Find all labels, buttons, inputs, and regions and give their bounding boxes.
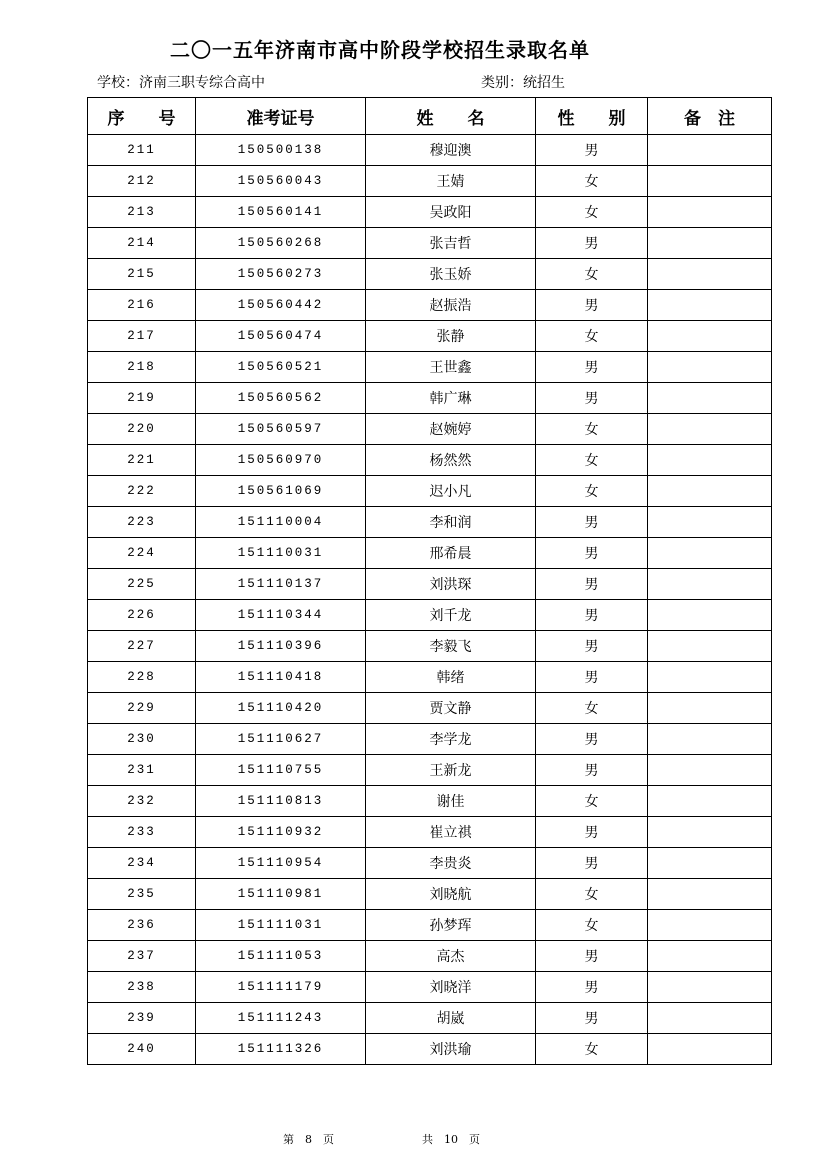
name-cell: 刘洪琛: [366, 569, 536, 600]
gender-cell: 女: [536, 693, 648, 724]
header-gender: 性 别: [536, 98, 648, 135]
remark-cell: [648, 600, 772, 631]
gender-cell: 男: [536, 507, 648, 538]
name-cell: 崔立祺: [366, 817, 536, 848]
exam-id-cell: 151111243: [196, 1003, 366, 1034]
seq-cell: 237: [88, 941, 196, 972]
name-cell: 张吉哲: [366, 228, 536, 259]
exam-id-cell: 151110627: [196, 724, 366, 755]
name-cell: 张玉娇: [366, 259, 536, 290]
gender-cell: 男: [536, 600, 648, 631]
admission-table: [87, 97, 772, 1065]
seq-cell: 238: [88, 972, 196, 1003]
name-cell: 张静: [366, 321, 536, 352]
remark-cell: [648, 941, 772, 972]
seq-cell: 236: [88, 910, 196, 941]
remark-cell: [648, 352, 772, 383]
table-row: [88, 1003, 772, 1034]
gender-cell: 男: [536, 290, 648, 321]
seq-cell: 225: [88, 569, 196, 600]
remark-cell: [648, 662, 772, 693]
exam-id-cell: 151110396: [196, 631, 366, 662]
gender-cell: 女: [536, 197, 648, 228]
name-cell: 韩绪: [366, 662, 536, 693]
remark-cell: [648, 1034, 772, 1065]
name-cell: 王新龙: [366, 755, 536, 786]
table-row: [88, 507, 772, 538]
gender-cell: 女: [536, 786, 648, 817]
name-cell: 刘洪瑜: [366, 1034, 536, 1065]
gender-cell: 女: [536, 1034, 648, 1065]
remark-cell: [648, 507, 772, 538]
seq-cell: 223: [88, 507, 196, 538]
table-row: [88, 848, 772, 879]
remark-cell: [648, 910, 772, 941]
gender-cell: 男: [536, 662, 648, 693]
exam-id-cell: 150560562: [196, 383, 366, 414]
remark-cell: [648, 228, 772, 259]
seq-cell: 213: [88, 197, 196, 228]
table-row: [88, 1034, 772, 1065]
table-row: [88, 786, 772, 817]
seq-cell: 221: [88, 445, 196, 476]
seq-cell: 228: [88, 662, 196, 693]
seq-cell: 215: [88, 259, 196, 290]
table-row: [88, 941, 772, 972]
name-cell: 李贵炎: [366, 848, 536, 879]
name-cell: 孙梦珲: [366, 910, 536, 941]
exam-id-cell: 151110031: [196, 538, 366, 569]
seq-cell: 212: [88, 166, 196, 197]
table-row: [88, 538, 772, 569]
table-row: [88, 352, 772, 383]
seq-cell: 227: [88, 631, 196, 662]
name-cell: 刘晓航: [366, 879, 536, 910]
gender-cell: 女: [536, 321, 648, 352]
gender-cell: 男: [536, 972, 648, 1003]
exam-id-cell: 151111053: [196, 941, 366, 972]
remark-cell: [648, 538, 772, 569]
seq-cell: 235: [88, 879, 196, 910]
exam-id-cell: 150560442: [196, 290, 366, 321]
table-row: [88, 569, 772, 600]
name-cell: 贾文静: [366, 693, 536, 724]
exam-id-cell: 151110755: [196, 755, 366, 786]
name-cell: 王世鑫: [366, 352, 536, 383]
table-row: [88, 321, 772, 352]
school-info: 学校：济南三职专综合高中: [97, 75, 265, 91]
exam-id-cell: 150561069: [196, 476, 366, 507]
exam-id-cell: 151110954: [196, 848, 366, 879]
remark-cell: [648, 569, 772, 600]
seq-cell: 219: [88, 383, 196, 414]
remark-cell: [648, 197, 772, 228]
gender-cell: 男: [536, 755, 648, 786]
gender-cell: 男: [536, 941, 648, 972]
name-cell: 吴政阳: [366, 197, 536, 228]
name-cell: 赵振浩: [366, 290, 536, 321]
name-cell: 赵婉婷: [366, 414, 536, 445]
gender-cell: 男: [536, 538, 648, 569]
table-row: [88, 445, 772, 476]
remark-cell: [648, 848, 772, 879]
remark-cell: [648, 1003, 772, 1034]
page-total: 共 10 页: [422, 1133, 480, 1146]
gender-cell: 男: [536, 569, 648, 600]
table-body: [88, 135, 772, 1065]
seq-cell: 239: [88, 1003, 196, 1034]
remark-cell: [648, 414, 772, 445]
header-seq: 序 号: [88, 98, 196, 135]
page-number: 第 8 页: [283, 1133, 334, 1146]
remark-cell: [648, 166, 772, 197]
name-cell: 杨然然: [366, 445, 536, 476]
exam-id-cell: 150560970: [196, 445, 366, 476]
seq-cell: 233: [88, 817, 196, 848]
table-row: [88, 693, 772, 724]
exam-id-cell: 150560141: [196, 197, 366, 228]
gender-cell: 男: [536, 817, 648, 848]
name-cell: 胡崴: [366, 1003, 536, 1034]
seq-cell: 234: [88, 848, 196, 879]
exam-id-cell: 150560043: [196, 166, 366, 197]
seq-cell: 218: [88, 352, 196, 383]
name-cell: 韩广琳: [366, 383, 536, 414]
seq-cell: 229: [88, 693, 196, 724]
exam-id-cell: 150560597: [196, 414, 366, 445]
seq-cell: 224: [88, 538, 196, 569]
seq-cell: 220: [88, 414, 196, 445]
remark-cell: [648, 786, 772, 817]
seq-cell: 230: [88, 724, 196, 755]
table-row: [88, 724, 772, 755]
name-cell: 李和润: [366, 507, 536, 538]
exam-id-cell: 150560521: [196, 352, 366, 383]
gender-cell: 女: [536, 879, 648, 910]
table-row: [88, 383, 772, 414]
name-cell: 迟小凡: [366, 476, 536, 507]
table-row: [88, 414, 772, 445]
table-row: [88, 259, 772, 290]
gender-cell: 男: [536, 724, 648, 755]
table-row: [88, 755, 772, 786]
name-cell: 穆迎澳: [366, 135, 536, 166]
remark-cell: [648, 631, 772, 662]
seq-cell: 211: [88, 135, 196, 166]
exam-id-cell: 151110981: [196, 879, 366, 910]
table-row: [88, 879, 772, 910]
gender-cell: 男: [536, 228, 648, 259]
remark-cell: [648, 290, 772, 321]
seq-cell: 240: [88, 1034, 196, 1065]
gender-cell: 女: [536, 445, 648, 476]
table-row: [88, 197, 772, 228]
exam-id-cell: 151110418: [196, 662, 366, 693]
table-row: [88, 228, 772, 259]
seq-cell: 222: [88, 476, 196, 507]
gender-cell: 女: [536, 166, 648, 197]
remark-cell: [648, 135, 772, 166]
table-row: [88, 166, 772, 197]
table-row: [88, 135, 772, 166]
exam-id-cell: 150560474: [196, 321, 366, 352]
table-row: [88, 972, 772, 1003]
exam-id-cell: 150560268: [196, 228, 366, 259]
remark-cell: [648, 817, 772, 848]
remark-cell: [648, 724, 772, 755]
header-exam-id: 准考证号: [196, 98, 366, 135]
name-cell: 高杰: [366, 941, 536, 972]
exam-id-cell: 151110813: [196, 786, 366, 817]
exam-id-cell: 150500138: [196, 135, 366, 166]
name-cell: 李学龙: [366, 724, 536, 755]
name-cell: 邢希晨: [366, 538, 536, 569]
exam-id-cell: 151110004: [196, 507, 366, 538]
table-row: [88, 600, 772, 631]
remark-cell: [648, 972, 772, 1003]
name-cell: 李毅飞: [366, 631, 536, 662]
exam-id-cell: 151110420: [196, 693, 366, 724]
exam-id-cell: 151110137: [196, 569, 366, 600]
seq-cell: 217: [88, 321, 196, 352]
exam-id-cell: 151110932: [196, 817, 366, 848]
name-cell: 谢佳: [366, 786, 536, 817]
seq-cell: 232: [88, 786, 196, 817]
seq-cell: 214: [88, 228, 196, 259]
name-cell: 刘千龙: [366, 600, 536, 631]
remark-cell: [648, 445, 772, 476]
table-row: [88, 631, 772, 662]
exam-id-cell: 150560273: [196, 259, 366, 290]
gender-cell: 男: [536, 848, 648, 879]
seq-cell: 216: [88, 290, 196, 321]
remark-cell: [648, 693, 772, 724]
remark-cell: [648, 321, 772, 352]
gender-cell: 男: [536, 383, 648, 414]
header-remark: 备 注: [648, 98, 772, 135]
gender-cell: 女: [536, 414, 648, 445]
gender-cell: 女: [536, 259, 648, 290]
gender-cell: 男: [536, 352, 648, 383]
gender-cell: 男: [536, 135, 648, 166]
category-info: 类别：统招生: [481, 75, 565, 91]
exam-id-cell: 151111326: [196, 1034, 366, 1065]
table-row: [88, 910, 772, 941]
table-row: [88, 817, 772, 848]
table-header-row: [88, 98, 772, 135]
gender-cell: 女: [536, 910, 648, 941]
table-row: [88, 662, 772, 693]
name-cell: 王婧: [366, 166, 536, 197]
exam-id-cell: 151111031: [196, 910, 366, 941]
exam-id-cell: 151111179: [196, 972, 366, 1003]
table-row: [88, 290, 772, 321]
table-row: [88, 476, 772, 507]
name-cell: 刘晓洋: [366, 972, 536, 1003]
document-title: 二〇一五年济南市高中阶段学校招生录取名单: [170, 38, 590, 62]
header-name: 姓 名: [366, 98, 536, 135]
remark-cell: [648, 755, 772, 786]
remark-cell: [648, 879, 772, 910]
seq-cell: 231: [88, 755, 196, 786]
remark-cell: [648, 259, 772, 290]
remark-cell: [648, 383, 772, 414]
gender-cell: 男: [536, 631, 648, 662]
gender-cell: 女: [536, 476, 648, 507]
gender-cell: 男: [536, 1003, 648, 1034]
exam-id-cell: 151110344: [196, 600, 366, 631]
remark-cell: [648, 476, 772, 507]
seq-cell: 226: [88, 600, 196, 631]
